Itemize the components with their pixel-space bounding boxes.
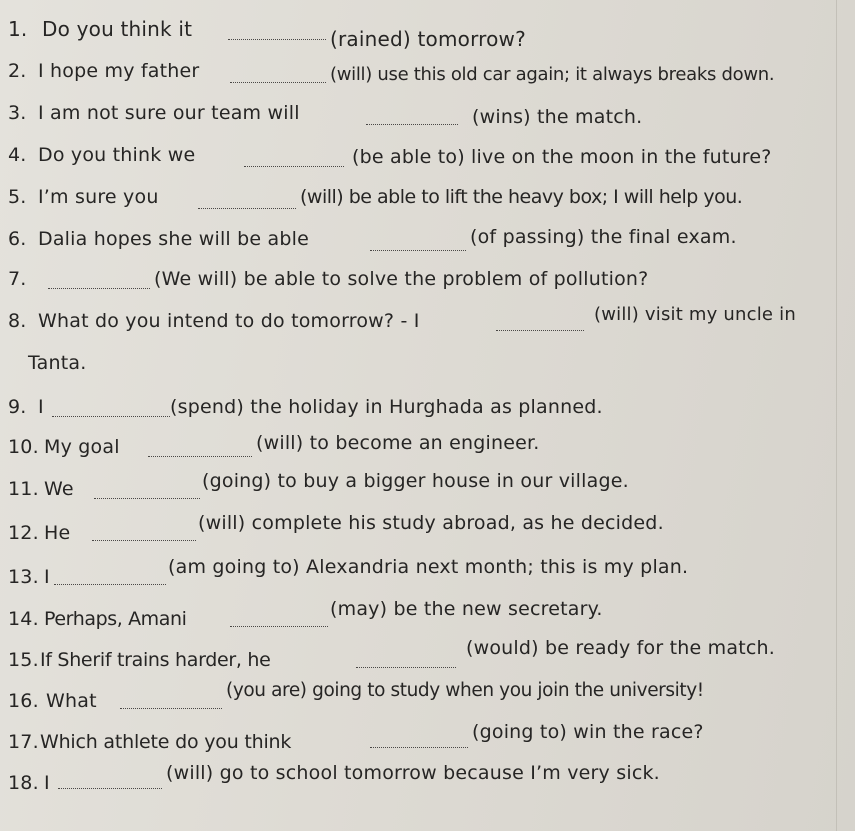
answer-blank[interactable] bbox=[52, 416, 170, 417]
item-text: Do you think it bbox=[42, 17, 193, 41]
answer-blank[interactable] bbox=[370, 250, 466, 251]
item-number: 6. bbox=[8, 228, 27, 250]
item-text: I bbox=[44, 772, 50, 794]
answer-blank[interactable] bbox=[198, 208, 296, 209]
item-number: 2. bbox=[8, 60, 27, 82]
item-number: 13. bbox=[8, 566, 39, 588]
answer-blank[interactable] bbox=[366, 124, 458, 125]
page-margin-line bbox=[836, 0, 837, 831]
item-number: 3. bbox=[8, 102, 27, 124]
item-hint: (We will) be able to solve the problem of pollution? bbox=[154, 268, 649, 290]
item-hint: (will) visit my uncle in bbox=[594, 304, 796, 325]
item-text: What do you intend to do tomorrow? - I bbox=[38, 310, 420, 332]
item-hint: (of passing) the final exam. bbox=[470, 226, 737, 248]
answer-blank[interactable] bbox=[228, 39, 326, 40]
item-text: Which athlete do you think bbox=[40, 731, 292, 753]
item-hint: (you are) going to study when you join the university! bbox=[226, 680, 704, 701]
item-number: 15. bbox=[8, 649, 39, 671]
item-text: We bbox=[44, 478, 74, 500]
item-number: 10. bbox=[8, 436, 39, 458]
item-number: 7. bbox=[8, 268, 27, 290]
item-hint: (wins) the match. bbox=[472, 106, 643, 128]
item-hint: (am going to) Alexandria next month; this is my plan. bbox=[168, 556, 689, 578]
item-text: I hope my father bbox=[38, 60, 200, 82]
answer-blank[interactable] bbox=[92, 540, 196, 541]
item-text: Do you think we bbox=[38, 144, 196, 166]
item-text: He bbox=[44, 522, 71, 544]
item-text: I am not sure our team will bbox=[38, 102, 300, 124]
item-number: 14. bbox=[8, 608, 39, 630]
exercise-item-8-continuation: Tanta. bbox=[28, 352, 87, 374]
answer-blank[interactable] bbox=[48, 288, 150, 289]
item-text: Perhaps, Amani bbox=[44, 608, 187, 630]
item-hint: (be able to) live on the moon in the future? bbox=[352, 146, 772, 168]
item-hint: (may) be the new secretary. bbox=[330, 598, 603, 620]
answer-blank[interactable] bbox=[356, 667, 456, 668]
item-text: I bbox=[38, 396, 44, 418]
answer-blank[interactable] bbox=[148, 456, 252, 457]
answer-blank[interactable] bbox=[230, 82, 326, 83]
answer-blank[interactable] bbox=[120, 708, 222, 709]
answer-blank[interactable] bbox=[94, 498, 200, 499]
item-hint: (spend) the holiday in Hurghada as planned. bbox=[170, 396, 603, 418]
item-number: 12. bbox=[8, 522, 39, 544]
item-hint: (will) be able to lift the heavy box; I will help you. bbox=[300, 186, 743, 208]
item-hint: (will) to become an engineer. bbox=[256, 432, 540, 454]
item-text: I’m sure you bbox=[38, 186, 159, 208]
item-hint: (will) go to school tomorrow because I’m very sick. bbox=[166, 762, 660, 784]
item-number: 8. bbox=[8, 310, 27, 332]
answer-blank[interactable] bbox=[496, 330, 584, 331]
item-number: 11. bbox=[8, 478, 39, 500]
item-hint: (going) to buy a bigger house in our village. bbox=[202, 470, 629, 492]
item-number: 5. bbox=[8, 186, 27, 208]
item-hint: (will) complete his study abroad, as he decided. bbox=[198, 512, 664, 534]
answer-blank[interactable] bbox=[54, 584, 166, 585]
item-hint: (rained) tomorrow? bbox=[330, 27, 526, 51]
item-number: 1. bbox=[8, 17, 28, 41]
item-hint: (going to) win the race? bbox=[472, 721, 704, 743]
item-number: 9. bbox=[8, 396, 27, 418]
answer-blank[interactable] bbox=[244, 166, 344, 167]
item-text: I bbox=[44, 566, 50, 588]
item-number: 17. bbox=[8, 731, 39, 753]
answer-blank[interactable] bbox=[58, 788, 162, 789]
item-text: My goal bbox=[44, 436, 120, 458]
item-hint: (would) be ready for the match. bbox=[466, 637, 775, 659]
item-hint: (will) use this old car again; it always breaks down. bbox=[330, 64, 775, 85]
item-number: 4. bbox=[8, 144, 27, 166]
answer-blank[interactable] bbox=[370, 747, 468, 748]
item-text: What bbox=[46, 690, 97, 712]
item-number: 16. bbox=[8, 690, 39, 712]
answer-blank[interactable] bbox=[230, 626, 328, 627]
item-text: If Sherif trains harder, he bbox=[40, 649, 271, 671]
item-text: Dalia hopes she will be able bbox=[38, 228, 310, 250]
item-number: 18. bbox=[8, 772, 39, 794]
